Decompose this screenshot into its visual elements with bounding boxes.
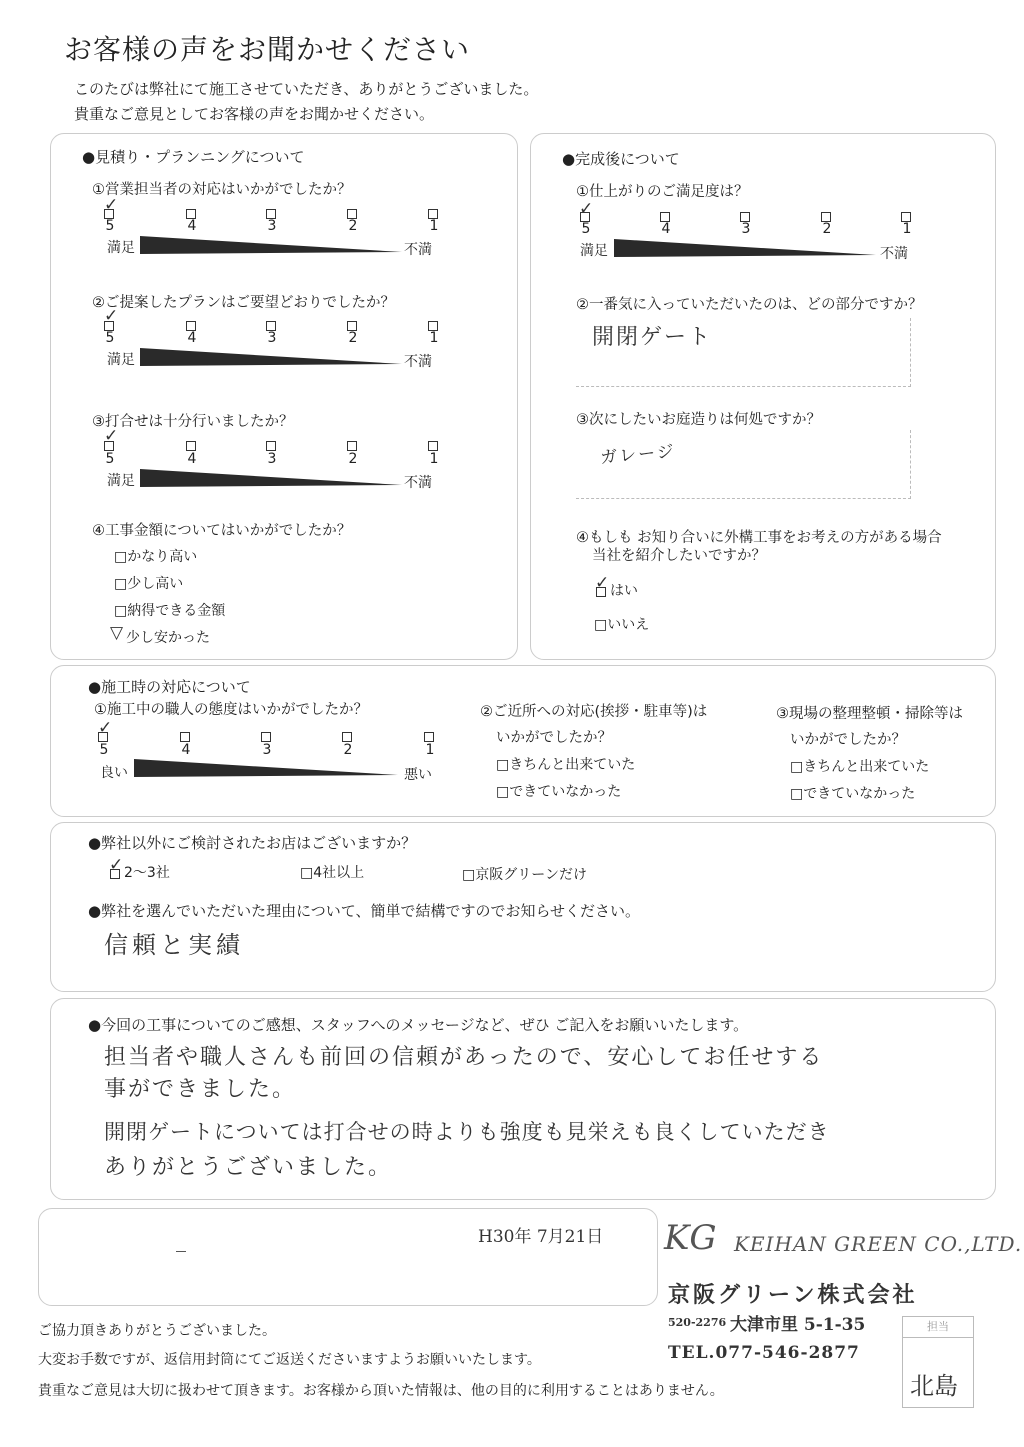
page-title: お客様の声をお聞かせください — [64, 33, 471, 66]
scale-num-5: 5 — [105, 218, 115, 234]
scale-good-label: 満足 — [107, 240, 135, 256]
scale-num-5: 5 — [105, 451, 115, 467]
scale-num-1: 1 — [429, 218, 439, 234]
construction-q1: ①施工中の職人の態度はいかがでしたか？ — [94, 702, 368, 718]
comment-line-3: 開閉ゲートについては打合せの時よりも強度も見栄えも良くしていただき — [104, 1120, 830, 1144]
after-q3: ③次にしたいお庭造りは何処ですか？ — [576, 412, 821, 428]
scale-num-3: 3 — [262, 742, 272, 758]
construction-q2-line1: ②ご近所への対応(挨拶・駐車等)は — [480, 704, 708, 720]
scale-num-1: 1 — [429, 330, 439, 346]
after-q4-line1: ④もしも お知り合いに外構工事をお考えの方がある場合 — [576, 530, 942, 546]
scale-num-1: 1 — [425, 742, 435, 758]
tidy-ng-option[interactable]: □できていなかった — [790, 786, 916, 802]
neighbor-ok-option[interactable]: □きちんと出来ていた — [496, 757, 636, 773]
scale-num-1: 1 — [902, 221, 912, 237]
scale-good-label: 満足 — [580, 243, 608, 259]
scale-bad-label: 不満 — [880, 246, 908, 262]
check-mark-icon: ✓ — [579, 199, 594, 219]
price-option-3[interactable]: □納得できる金額 — [114, 603, 226, 619]
scale-num-2: 2 — [348, 330, 358, 346]
shops-4plus-option[interactable]: □4社以上 — [300, 865, 365, 881]
after-q4-line2: 当社を紹介したいですか？ — [592, 548, 766, 564]
construction-heading: ●施工時の対応について — [88, 678, 251, 696]
company-tel: TEL.077-546-2877 — [668, 1343, 860, 1363]
reason-answer: 信頼と実績 — [104, 931, 244, 959]
footer-line-2: 大変お手数ですが、返信用封筒にてご返送くださいますようお願いいたします。 — [38, 1352, 541, 1368]
scale-good-label: 良い — [100, 765, 128, 781]
company-name: 京阪グリーン株式会社 — [668, 1282, 918, 1308]
stray-mark — [176, 1251, 186, 1252]
neighbor-ng-option[interactable]: □できていなかった — [496, 784, 622, 800]
scale-good-label: 満足 — [107, 473, 135, 489]
answer-favorite-part: 開閉ゲート — [592, 325, 713, 350]
scale-wedge — [140, 469, 402, 489]
after-heading: ●完成後について — [562, 150, 680, 168]
scale-num-2: 2 — [348, 451, 358, 467]
date: H30年 7月21日 — [478, 1227, 604, 1247]
intro-line-2: 貴重なご意見としてお客様の声をお聞かせください。 — [74, 105, 435, 123]
scale-bad-label: 悪い — [404, 767, 432, 783]
scale-num-5: 5 — [581, 221, 591, 237]
scale-num-1: 1 — [429, 451, 439, 467]
estimate-heading: ●見積り・プランニングについて — [82, 148, 305, 166]
scale-num-2: 2 — [348, 218, 358, 234]
check-mark-icon: ▽ — [110, 623, 124, 643]
after-q2: ②一番気に入っていただいたのは、どの部分ですか？ — [576, 297, 923, 313]
shops-2-3-label: 2～3社 — [124, 865, 170, 881]
scale-wedge — [614, 239, 876, 259]
scale-num-5: 5 — [99, 742, 109, 758]
scale-num-3: 3 — [741, 221, 751, 237]
scale-good-label: 満足 — [107, 352, 135, 368]
check-mark-icon: ✓ — [109, 855, 124, 875]
tidy-ok-option[interactable]: □きちんと出来ていた — [790, 759, 930, 775]
scale-num-5: 5 — [105, 330, 115, 346]
scale-bad-label: 不満 — [404, 475, 432, 491]
company-zip: 520-2276 — [668, 1316, 727, 1329]
scale-num-4: 4 — [187, 451, 197, 467]
scale-num-4: 4 — [187, 330, 197, 346]
answer-next-garden: ガレージ — [599, 441, 677, 469]
company-logo-mark: KG — [664, 1218, 717, 1258]
price-option-1[interactable]: □かなり高い — [114, 549, 198, 565]
company-logo-name: KEIHAN GREEN CO.,LTD. — [734, 1232, 1023, 1256]
reason-question: ●弊社を選んでいただいた理由について、簡単で結構ですのでお知らせください。 — [88, 902, 641, 920]
estimate-q3: ③打合せは十分行いましたか？ — [92, 414, 294, 430]
estimate-q1: ①営業担当者の対応はいかがでしたか？ — [92, 182, 352, 198]
staff-name: 北島 — [910, 1372, 958, 1400]
staff-label: 担当 — [903, 1317, 973, 1338]
shops-keihan-only-option[interactable]: □京阪グリーンだけ — [462, 867, 587, 883]
comment-line-4: ありがとうございました。 — [104, 1155, 393, 1180]
scale-num-3: 3 — [267, 330, 277, 346]
company-address: 大津市里 5-1-35 — [730, 1315, 866, 1335]
footer-line-1: ご協力頂きありがとうございました。 — [38, 1323, 276, 1339]
scale-num-4: 4 — [187, 218, 197, 234]
scale-num-4: 4 — [661, 221, 671, 237]
check-mark-icon: ✓ — [104, 306, 119, 326]
estimate-q4: ④工事金額についてはいかがでしたか？ — [92, 523, 352, 539]
other-shops-question: ●弊社以外にご検討されたお店はございますか？ — [88, 834, 417, 852]
check-mark-icon: ✓ — [98, 718, 113, 738]
footer-line-3: 貴重なご意見は大切に扱わせて頂きます。お客様から頂いた情報は、他の目的に利用することはありません。 — [38, 1383, 724, 1399]
referral-yes-label: はい — [610, 583, 638, 599]
scale-num-2: 2 — [343, 742, 353, 758]
scale-wedge — [134, 759, 398, 779]
scale-num-2: 2 — [822, 221, 832, 237]
referral-no-option[interactable]: □いいえ — [594, 617, 650, 633]
construction-q3-line2: いかがでしたか？ — [790, 732, 906, 748]
check-mark-icon: ✓ — [104, 195, 119, 215]
after-q1: ①仕上がりのご満足度は？ — [576, 184, 749, 200]
scale-wedge — [140, 348, 402, 368]
scale-num-3: 3 — [267, 451, 277, 467]
comment-question: ●今回の工事についてのご感想、スタッフへのメッセージなど、ぜひ ご記入をお願いいたします。 — [88, 1016, 749, 1034]
scale-bad-label: 不満 — [404, 354, 432, 370]
scale-bad-label: 不満 — [404, 242, 432, 258]
construction-q3-line1: ③現場の整理整頓・掃除等は — [776, 706, 963, 722]
price-option-4[interactable]: 少し安かった — [126, 630, 210, 646]
check-mark-icon: ✓ — [595, 573, 610, 593]
scale-wedge — [140, 236, 402, 256]
construction-q2-line2: いかがでしたか？ — [496, 730, 612, 746]
estimate-q2: ②ご提案したプランはご要望どおりでしたか？ — [92, 295, 395, 311]
comment-line-1: 担当者や職人さんも前回の信頼があったので、安心してお任せする — [104, 1045, 824, 1070]
price-option-2[interactable]: □少し高い — [114, 576, 184, 592]
check-mark-icon: ✓ — [104, 426, 119, 446]
scale-num-4: 4 — [181, 742, 191, 758]
comment-line-2: 事ができました。 — [104, 1077, 297, 1102]
scale-num-3: 3 — [267, 218, 277, 234]
intro-line-1: このたびは弊社にて施工させていただき、ありがとうございました。 — [74, 80, 539, 98]
